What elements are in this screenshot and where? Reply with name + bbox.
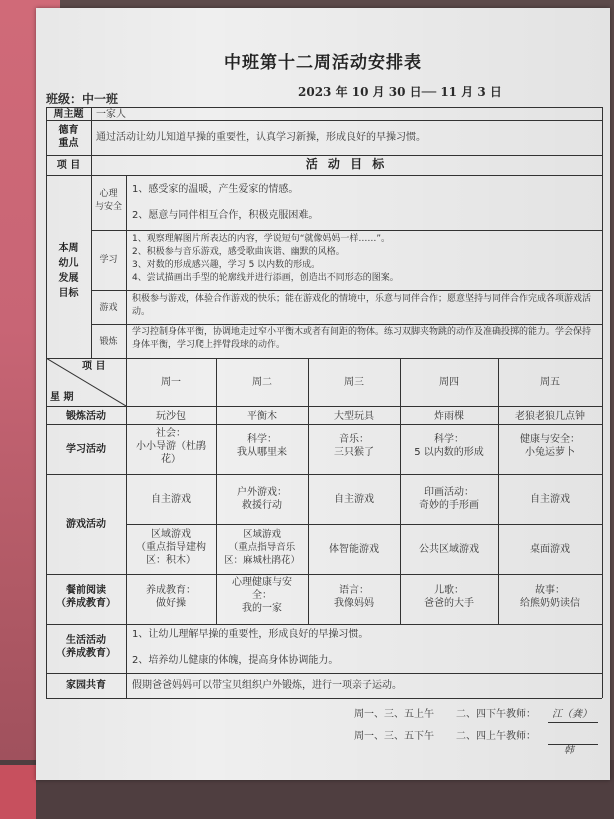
games-bottom-tue: 区域游戏 （重点指导音乐 区：麻城杜鹃花） (223, 529, 300, 566)
games-bottom-thu: 公共区域游戏 (419, 544, 479, 555)
reading-tue: 心理健康与安 全： 我的一家 (232, 577, 292, 614)
signature-line-1 (548, 722, 598, 723)
domain-learning-label: 学习 (99, 255, 118, 265)
games-bottom-mon: 区域游戏 （重点指导建构 区：积木） (136, 529, 206, 566)
day-mon: 周一 (161, 377, 181, 388)
schedule-sheet (36, 8, 610, 780)
row-exercise-label: 锻炼活动 (66, 411, 106, 422)
day-fri: 周五 (540, 377, 560, 388)
games-top-mon: 自主游戏 (151, 494, 191, 505)
exercise-mon: 玩沙包 (156, 411, 186, 422)
footer-line1-a: 周一、三、五上午 (354, 709, 434, 720)
schedule-item-header: 项 目 (82, 361, 106, 372)
exercise-thu: 炸雨棵 (434, 411, 464, 422)
reading-mon: 养成教育： 做好操 (146, 585, 196, 609)
domain-exercise-label: 锻炼 (99, 337, 118, 347)
learning-mon: 社会： 小小导游（杜鹃 花） (136, 428, 206, 465)
games-top-thu: 印画活动： 奇妙的手形画 (419, 487, 479, 511)
games-top-fri: 自主游戏 (530, 494, 570, 505)
games-bottom-fri: 桌面游戏 (530, 544, 570, 555)
footer-line2-b: 二、四上午教师： (456, 731, 536, 742)
row-family-label: 家园共育 (66, 680, 106, 691)
theme-value: 一家人 (96, 109, 126, 120)
footer-line1-b: 二、四下午教师： (456, 709, 536, 720)
teacher-signature-1: 江（龚） (552, 709, 592, 720)
family-text: 假期爸爸妈妈可以带宝贝组织户外锻炼，进行一项亲子运动。 (132, 680, 402, 691)
reading-fri: 故事： 给熊奶奶读信 (520, 585, 580, 609)
games-top-wed: 自主游戏 (334, 494, 374, 505)
day-wed: 周三 (344, 377, 364, 388)
domain-safety-text: 1、感受家的温暖，产生爱家的情感。 2、愿意与同伴相互合作，积极克服困难。 (132, 184, 319, 221)
learning-fri: 健康与安全： 小兔运萝卜 (520, 434, 580, 458)
row-life-label: 生活活动 （养成教育） (56, 635, 116, 659)
sheet-title: 中班第十二周活动安排表 (224, 53, 422, 73)
row-reading-label: 餐前阅读 （养成教育） (56, 585, 116, 609)
exercise-tue: 平衡木 (247, 411, 277, 422)
exercise-wed: 大型玩具 (334, 411, 374, 422)
date-range: 2023 年 10 月 30 日── 11 月 3 日 (298, 85, 502, 99)
exercise-fri: 老狼老狼几点钟 (515, 411, 585, 422)
schedule-week-header: 星 期 (50, 392, 74, 403)
moral-label: 德育 重点 (58, 125, 79, 149)
class-label: 班级：中一班 (46, 92, 119, 106)
teacher-signature-2: 韩 (564, 745, 574, 756)
footer-line2-a: 周一、三、五下午 (354, 731, 434, 742)
domain-game-label: 游戏 (99, 303, 118, 313)
signature-line-2 (548, 744, 598, 745)
dev-goal-label: 本周 幼儿 发展 目标 (58, 243, 79, 299)
learning-tue: 科学： 我从哪里来 (237, 434, 287, 458)
life-text: 1、让幼儿理解早操的重要性，形成良好的早操习惯。 2、培养幼儿健康的体魄，提高身体协调能力。 (132, 629, 369, 666)
goals-item-header: 项 目 (56, 160, 81, 171)
domain-game-text: 积极参与游戏，体验合作游戏的快乐；能在游戏化的情境中，乐意与同伴合作；愿意坚持与同伴合作完成各项游戏活动。 (132, 294, 592, 317)
theme-label: 周主题 (53, 109, 84, 120)
background-cloth-corner (0, 765, 36, 819)
reading-wed: 语言： 我像妈妈 (334, 585, 374, 609)
day-tue: 周二 (252, 377, 272, 388)
domain-safety-label: 心理 与安全 (94, 189, 122, 212)
row-games-label: 游戏活动 (66, 519, 106, 530)
day-thu: 周四 (439, 377, 459, 388)
domain-exercise-text: 学习控制身体平衡，协调地走过窄小平衡木或者有间距的物体。练习双脚夹物跳的动作及准确投掷的能力。学会保持身体平衡，学习爬上拌臂段球的动作。 (132, 327, 592, 350)
games-bottom-wed: 体智能游戏 (329, 544, 379, 555)
games-top-tue: 户外游戏： 救援行动 (237, 487, 287, 511)
goals-header: 活 动 目 标 (305, 157, 388, 171)
learning-thu: 科学： 5 以内数的形成 (414, 434, 484, 458)
row-learning-label: 学习活动 (66, 444, 106, 455)
moral-value: 通过活动让幼儿知道早操的重要性，认真学习新操，形成良好的早操习惯。 (96, 132, 426, 143)
reading-thu: 儿歌： 爸爸的大手 (424, 585, 474, 609)
learning-wed: 音乐： 三只猴了 (334, 434, 374, 458)
domain-learning-text: 1、观察理解图片所表达的内容，学说短句“就像妈妈一样……”。 2、积极参与音乐游戏，感受歌曲诙谐、幽默的风格。 3、对数的形成感兴趣，学习 5 以内数的形成。 4、尝试描画出手型的轮廓线并进行添画，创造出不同形态的图案。 (132, 234, 399, 283)
